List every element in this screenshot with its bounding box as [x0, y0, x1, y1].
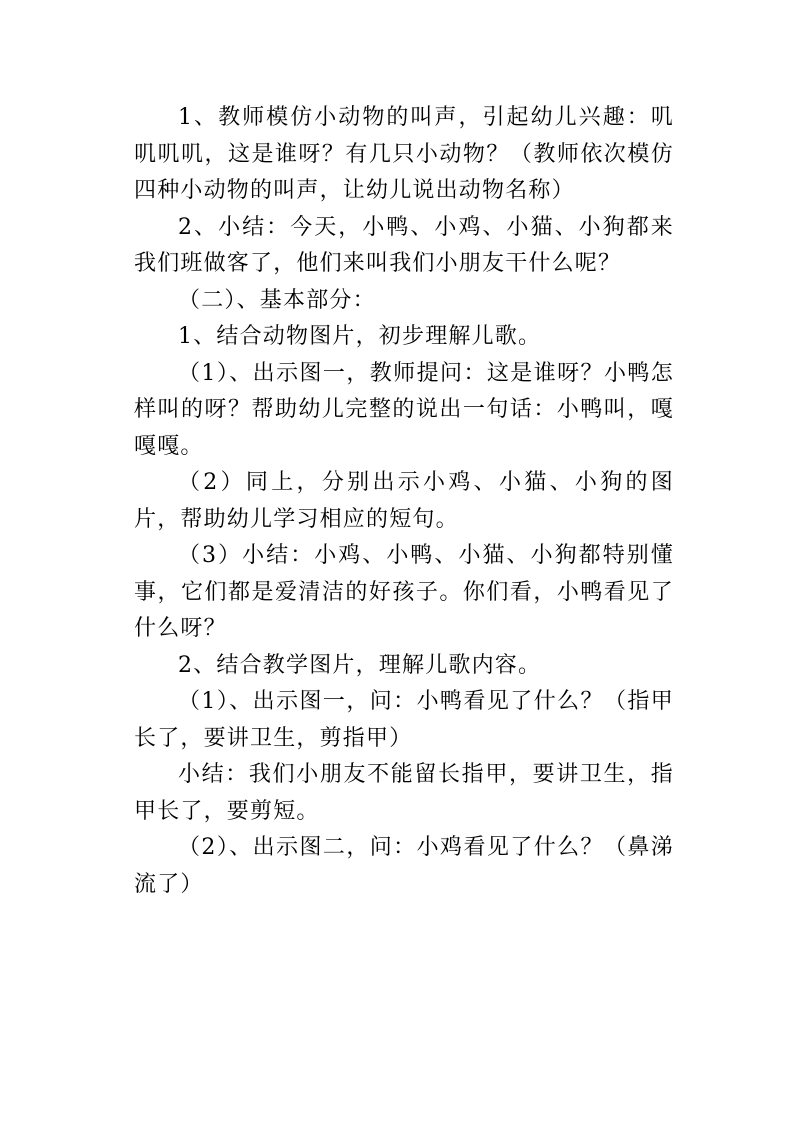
- paragraph-step-2-item-1: （1）、出示图一，问：小鸭看见了什么？（指甲长了，要讲卫生，剪指甲）: [134, 689, 674, 751]
- document-body: [134, 100, 674, 903]
- paragraph-intro-imitation: 1、教师模仿小动物的叫声，引起幼儿兴趣：叽叽叽叽，这是谁呀？有几只小动物？（教师依次模仿四种小动物的叫声，让幼儿说出动物名称）: [134, 105, 674, 203]
- paragraph-step-1-heading: 1、结合动物图片，初步理解儿歌。: [178, 324, 542, 349]
- paragraph-step-1-item-3: （3）小结：小鸡、小鸭、小猫、小狗都特别懂事，它们都是爱清洁的好孩子。你们看，小鸭看见了什么呀？: [134, 543, 674, 641]
- paragraph-step-1-item-1: （1）、出示图一，教师提问：这是谁呀？小鸭怎样叫的呀？帮助幼儿完整的说出一句话：小鸭叫，嘎嘎嘎。: [134, 360, 674, 459]
- paragraph-step-2-summary: 小结：我们小朋友不能留长指甲，要讲卫生，指甲长了，要剪短。: [134, 762, 674, 824]
- section-heading-basic-part: （二）、基本部分：: [178, 287, 376, 313]
- paragraph-step-2-item-2: （2）、出示图二，问：小鸡看见了什么？（鼻涕流了）: [134, 835, 674, 897]
- paragraph-intro-summary: 2、小结：今天，小鸭、小鸡、小猫、小狗都来我们班做客了，他们来叫我们小朋友干什么呢？: [134, 214, 674, 276]
- paragraph-step-2-heading: 2、结合教学图片，理解儿歌内容。: [178, 652, 542, 678]
- paragraph-step-1-item-2: （2）同上，分别出示小鸡、小猫、小狗的图片，帮助幼儿学习相应的短句。: [134, 470, 674, 532]
